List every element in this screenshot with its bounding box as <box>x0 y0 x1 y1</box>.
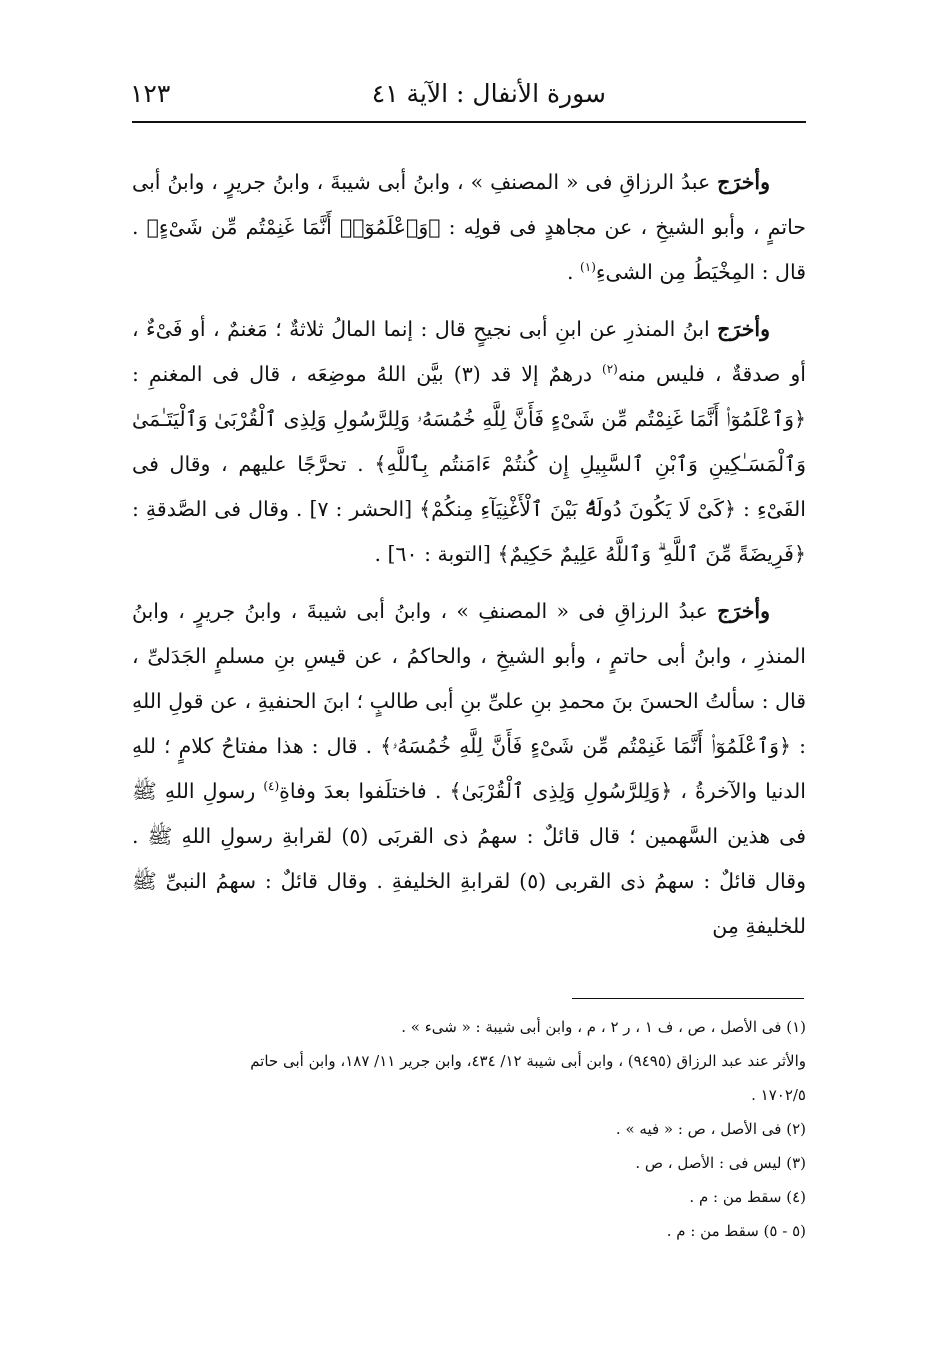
paragraph-1 <box>132 160 806 295</box>
page-header <box>130 72 806 116</box>
paragraph-lead: وأخرَج <box>717 170 770 194</box>
footnote-5: (٥ - ٥) سقط من : م . <box>666 1222 806 1240</box>
footnote-2: (٢) فى الأصل ، ص : « فيه » . <box>615 1120 806 1138</box>
footnote-ref: (١) <box>580 260 596 275</box>
main-text <box>132 160 806 961</box>
paragraph-tail: درهمٌ إلا قد (٣) بيَّن اللهُ موضِعَه ، قال فى المغنمِ : ﴿وَٱعْلَمُوٓا۟ أَنَّمَا غَنِمْتُم مِّن شَىْءٍ فَأَنَّ لِلَّهِ خُمُسَهُۥ وَلِلرَّسُولِ وَلِذِى ٱلْقُرْبَىٰ وَٱلْيَتَـٰمَىٰ وَٱلْمَسَـٰكِينِ وَٱبْنِ ٱلسَّبِيلِ إِن كُنتُمْ ءَامَنتُم بِٱللَّهِ﴾ . تحرَّجًا عليهم ، وقال فى الفَىْءِ : ﴿كَىْ لَا يَكُونَ دُولَةًۢ بَيْنَ ٱلْأَغْنِيَآءِ مِنكُمْ﴾ [الحشر : ٧] . وقال فى الصَّدقةِ : ﴿فَرِيضَةً مِّنَ ٱللَّهِ ۗ وَٱللَّهُ عَلِيمٌ حَكِيمٌ﴾ [التوبة : ٦٠] . <box>132 362 806 566</box>
footnote-ref: (٤) <box>263 779 280 794</box>
paragraph-text: عبدُ الرزاقِ فى « المصنفِ » ، وابنُ أبى شيبةَ ، وابنُ جريرٍ ، وابنُ أبى حاتمٍ ، وأبو الشيخِ ، عن مجاهدٍ فى قولِه : ﴿وَٱعْلَمُوٓا۟ أَنَّمَا غَنِمْتُم مِّن شَىْءٍ﴾ . قال : المِخْيَطُ مِن الشىءِ <box>132 170 806 284</box>
paragraph-lead: وأخرَج <box>717 599 770 623</box>
paragraph-text: ابنُ المنذرِ عن ابنِ أبى نجيحٍ قال : إنما المالُ ثلاثةٌ ؛ مَغنمٌ ، أو فَىْءٌ ، أو صدقةٌ ، فليس منه <box>132 317 806 386</box>
footnote-rule <box>572 998 804 999</box>
running-title: سورة الأنفال : الآية ٤١ <box>371 79 606 108</box>
paragraph-tail: . <box>567 260 581 284</box>
footnote-1-cont2: ١٧٠٢/٥ . <box>751 1086 806 1104</box>
footnote-ref: (٢) <box>602 362 618 377</box>
paragraph-lead: وأخرَج <box>717 317 770 341</box>
footnotes <box>132 1010 806 1248</box>
footnote-4: (٤) سقط من : م . <box>689 1188 806 1206</box>
paragraph-2 <box>132 307 806 577</box>
page-number: ١٢٣ <box>130 79 171 108</box>
paragraph-tail: رسولِ اللهِ ﷺ فى هذين السَّهمين ؛ قال قائلٌ : سهمُ ذى القربَى (٥) لقرابةِ رسولِ اللهِ ﷺ . وقال قائلٌ : سهمُ ذى القربى (٥) لقرابةِ الخليفةِ . وقال قائلٌ : سهمُ النبىِّ ﷺ للخليفةِ مِن <box>132 779 806 938</box>
footnote-1-cont: والأثر عند عبد الرزاق (٩٤٩٥) ، وابن أبى شيبة ١٢/ ٤٣٤، وابن جرير ١١/ ١٨٧، وابن أبى حاتم <box>250 1052 806 1070</box>
footnote-1: (١) فى الأصل ، ص ، ف ١ ، ر ٢ ، م ، وابن أبى شيبة : « شىء » . <box>401 1018 806 1036</box>
paragraph-text: عبدُ الرزاقِ فى « المصنفِ » ، وابنُ أبى شيبةَ ، وابنُ جريرٍ ، وابنُ المنذرِ ، وابنُ أبى حاتمٍ ، وأبو الشيخِ ، والحاكمُ ، عن قيسِ بنِ مسلمٍ الجَدَلىِّ ، قال : سألتُ الحسنَ بنَ محمدِ بنِ علىِّ بنِ أبى طالبٍ ؛ ابنَ الحنفيةِ ، عن قولِ اللهِ : ﴿وَٱعْلَمُوٓا۟ أَنَّمَا غَنِمْتُم مِّن شَىْءٍ فَأَنَّ لِلَّهِ خُمُسَهُۥ﴾ . قال : هذا مفتاحُ كلامٍ ؛ للهِ الدنيا والآخرةُ ، ﴿وَلِلرَّسُولِ وَلِذِى ٱلْقُرْبَىٰ﴾ . فاختلَفوا بعدَ وفاةِ <box>132 599 806 803</box>
header-rule <box>132 121 806 123</box>
footnote-3: (٣) ليس فى : الأصل ، ص . <box>635 1154 806 1172</box>
paragraph-3 <box>132 589 806 949</box>
